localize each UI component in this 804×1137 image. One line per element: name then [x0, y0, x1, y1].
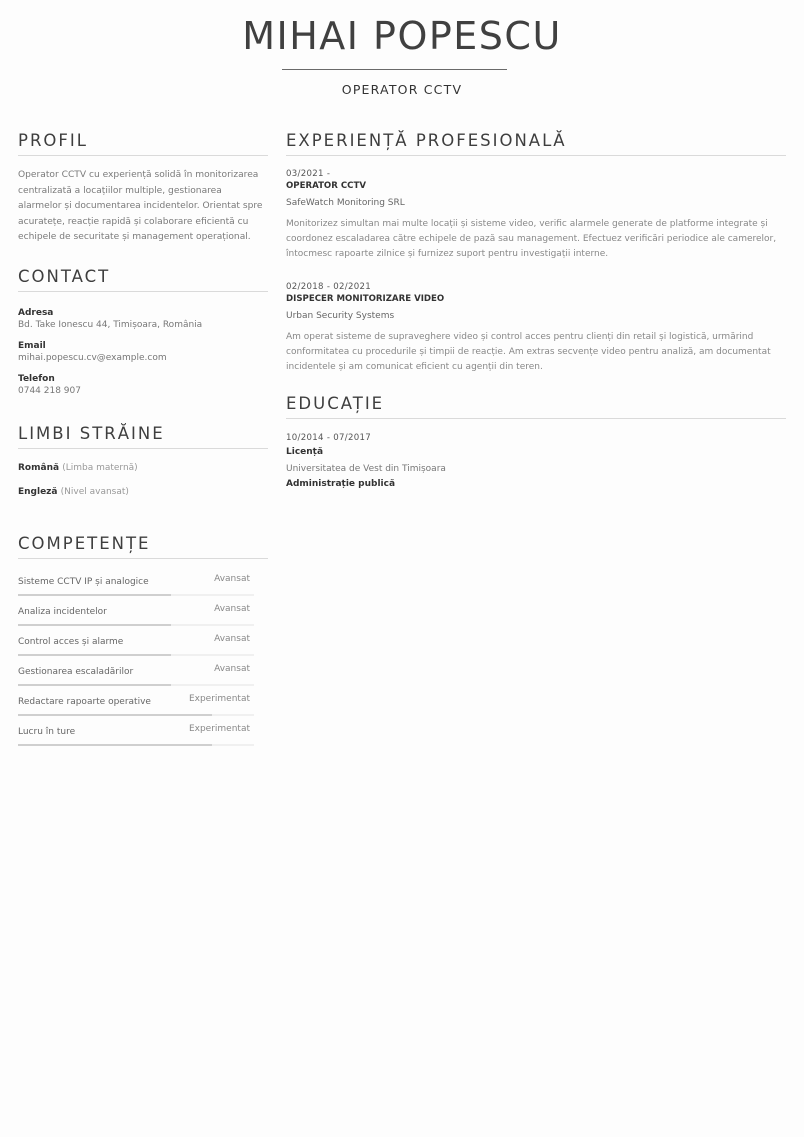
contact-email-label: Email: [18, 341, 46, 351]
contact-heading: CONTACT: [18, 267, 111, 286]
skill-bar-fill: [18, 714, 212, 716]
skill-bar-fill: [18, 624, 171, 626]
skill-name: Control acces și alarme: [18, 637, 124, 647]
contact-divider: [18, 291, 268, 292]
skill-bar: [18, 654, 254, 656]
contact-address-value: Bd. Take Ionescu 44, Timișoara, România: [18, 320, 203, 330]
experience-company: Urban Security Systems: [286, 311, 395, 321]
skills-divider: [18, 558, 268, 559]
language-name: Română: [18, 463, 60, 473]
job-title: OPERATOR CCTV: [341, 82, 463, 97]
education-divider: [286, 418, 786, 419]
title-divider: [282, 69, 507, 70]
profile-heading: PROFIL: [18, 131, 88, 150]
experience-dates: 03/2021 -: [286, 169, 331, 179]
education-degree: Licență: [286, 447, 324, 457]
experience-role: DISPECER MONITORIZARE VIDEO: [286, 294, 445, 304]
skills-heading: COMPETENȚE: [18, 534, 151, 553]
skill-bar-fill: [18, 594, 171, 596]
experience-dates: 02/2018 - 02/2021: [286, 282, 372, 292]
education-dates: 10/2014 - 07/2017: [286, 433, 372, 443]
education-field: Administrație publică: [286, 479, 396, 489]
skill-name: Gestionarea escaladărilor: [18, 667, 134, 677]
skill-level: Experimentat: [188, 694, 250, 704]
skill-bar: [18, 714, 254, 716]
experience-role: OPERATOR CCTV: [286, 181, 366, 191]
skill-level: Avansat: [214, 604, 250, 614]
education-school: Universitatea de Vest din Timișoara: [286, 464, 446, 474]
skill-level: Avansat: [214, 664, 250, 674]
skill-bar-fill: [18, 654, 171, 656]
language-level: (Nivel avansat): [60, 487, 129, 497]
skill-level: Avansat: [214, 574, 250, 584]
contact-phone-value: 0744 218 907: [18, 386, 81, 396]
languages-divider: [18, 448, 268, 449]
language-name: Engleză: [18, 487, 58, 497]
contact-phone-label: Telefon: [18, 374, 55, 384]
skill-name: Lucru în ture: [18, 727, 76, 737]
language-item: [18, 487, 129, 497]
skill-level: Experimentat: [188, 724, 250, 734]
experience-description: Am operat sisteme de supraveghere video și control acces pentru clienți din retail și logistică, urmărind conformitatea cu procedurile și timpii de reacție. Am extras secvențe video pentru analiză, am documentat incidentele și am comunicat eficient cu agenții din teren.: [286, 332, 771, 372]
contact-address-label: Adresa: [18, 308, 54, 318]
experience-description: Monitorizez simultan mai multe locații și sisteme video, verific alarmele generate de platforme integrate și coordonez escaladarea către echipele de pază sau management. Efectuez verificări periodice ale camerelor, întocmesc rapoarte zilnice și furnizez suport pentru investigații interne.: [286, 219, 777, 259]
skill-name: Redactare rapoarte operative: [18, 697, 151, 707]
language-level: (Limba maternă): [62, 463, 138, 473]
candidate-name: MIHAI POPESCU: [242, 14, 562, 58]
profile-summary: Operator CCTV cu experiență solidă în monitorizarea centralizată a locațiilor multiple, gestionarea alarmelor și documentarea incidentelor. Orientat spre acuratețe, reacție rapidă și colaborare eficientă cu echipele de securitate și management operațional.: [18, 170, 263, 242]
skill-bar: [18, 594, 254, 596]
language-item: [18, 463, 138, 473]
languages-heading: LIMBI STRĂINE: [18, 424, 165, 443]
experience-divider: [286, 155, 786, 156]
skill-bar-fill: [18, 684, 171, 686]
skill-level: Avansat: [214, 634, 250, 644]
education-heading: EDUCAȚIE: [286, 394, 385, 413]
experience-company: SafeWatch Monitoring SRL: [286, 198, 405, 208]
experience-heading: EXPERIENȚĂ PROFESIONALĂ: [286, 131, 567, 150]
skill-bar: [18, 684, 254, 686]
contact-email-value: mihai.popescu.cv@example.com: [18, 353, 167, 363]
skill-bar: [18, 744, 254, 746]
skill-bar: [18, 624, 254, 626]
skill-name: Sisteme CCTV IP și analogice: [18, 577, 149, 587]
profile-divider: [18, 155, 268, 156]
skill-name: Analiza incidentelor: [18, 607, 107, 617]
skill-bar-fill: [18, 744, 212, 746]
